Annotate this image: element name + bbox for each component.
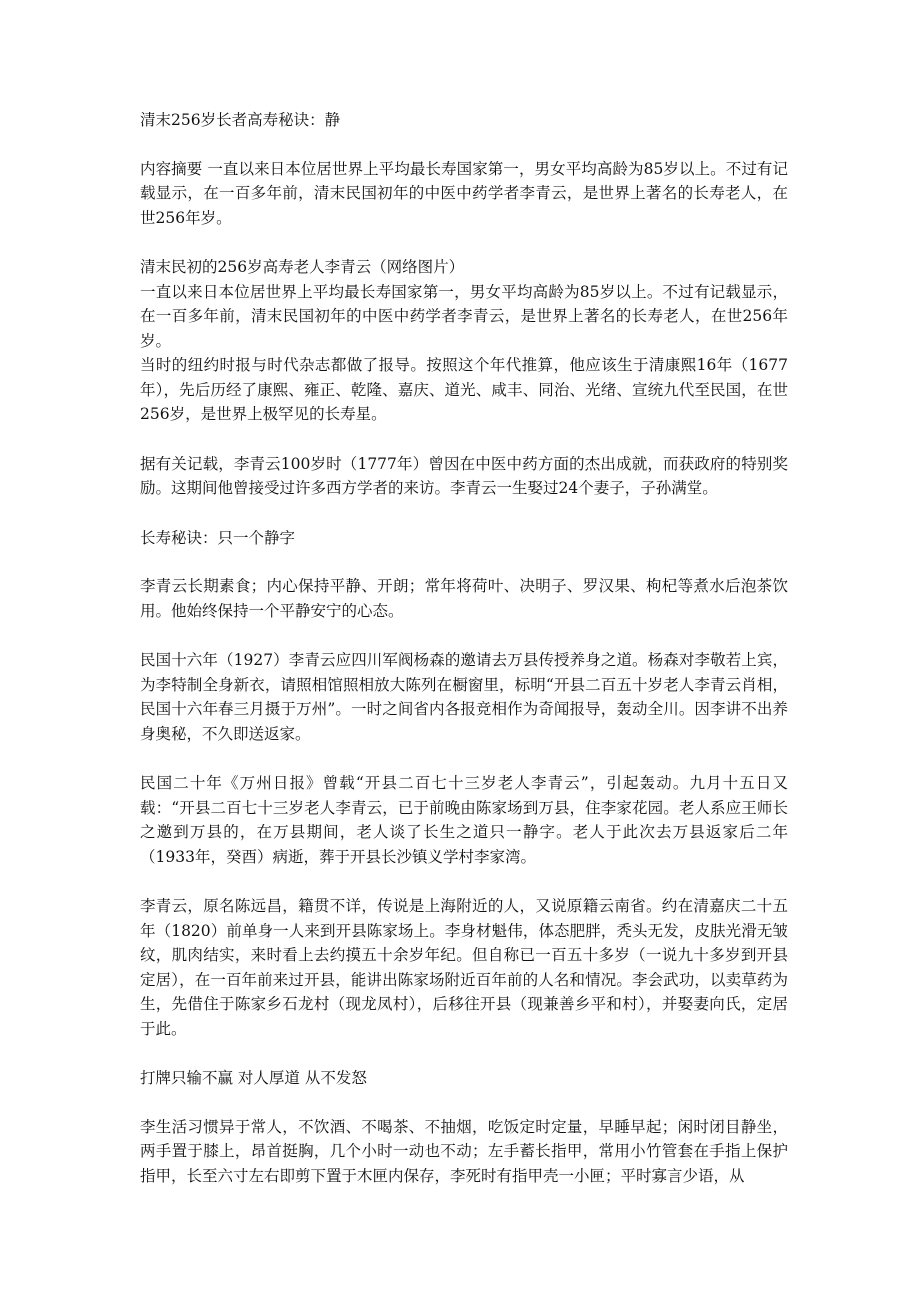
diet-paragraph: 李青云长期素食；内心保持平静、开朗；常年将荷叶、决明子、罗汉果、枸杞等煮水后泡茶饮用。他始终保持一个平静安宁的心态。	[140, 577, 788, 620]
award-paragraph: 据有关记载，李青云100岁时（1777年）曾因在中医中药方面的杰出成就，而获政府的特别奖励。这期间他曾接受过许多西方学者的来访。李青云一生娶过24个妻子，子孙满堂。	[140, 454, 788, 497]
section-heading-secret: 长寿秘诀：只一个静字	[140, 528, 296, 547]
intro-paragraph: 一直以来日本位居世界上平均最长寿国家第一，男女平均高龄为85岁以上。不过有记载显示，在一百多年前，清末民国初年的中医中药学者李青云，是世界上著名的长寿老人，在世256年岁。	[140, 282, 788, 350]
origin-paragraph: 李青云，原名陈远昌，籍贯不详，传说是上海附近的人，又说原籍云南省。约在清嘉庆二十五年（1820）前单身一人来到开县陈家场上。李身材魁伟，体态肥胖，秃头无发，皮肤光滑无皱纹，肌肉结实，来时看上去约摸五十余岁年纪。但自称已一百五十多岁（一说九十多岁到开县定居），在一百年前来过开县，能讲出陈家场附近百年前的人名和情况。李会武功，以卖草药为生，先借住于陈家乡石龙村（现龙凤村），后移往开县（现兼善乡平和村），并娶妻向氏，定居于此。	[140, 897, 788, 1038]
document-title: 清末256岁长者高寿秘诀：静	[140, 111, 341, 129]
abstract-paragraph: 内容摘要 一直以来日本位居世界上平均最长寿国家第一，男女平均高龄为85岁以上。不过有记载显示，在一百多年前，清末民国初年的中医中药学者李青云，是世界上著名的长寿老人，在世256年岁。	[140, 159, 788, 227]
year-1931-paragraph: 民国二十年《万州日报》曾载“开县二百七十三岁老人李青云”，引起轰动。九月十五日又载：“开县二百七十三岁老人李青云，已于前晚由陈家场到万县，住李家花园。老人系应王师长之邀到万县的，在万县期间，老人谈了长生之道只一静字。老人于此次去万县返家后二年（1933年，癸酉）病逝，葬于开县长沙镇义学村李家湾。	[140, 774, 788, 866]
image-caption: 清末民初的256岁高寿老人李青云（网络图片）	[140, 258, 465, 276]
year-1927-paragraph: 民国十六年（1927）李青云应四川军阀杨森的邀请去万县传授养身之道。杨森对李敬若上宾，为李特制全身新衣，请照相馆照相放大陈列在橱窗里，标明“开县二百五十岁老人李青云肖相，民国十六年春三月摄于万州”。一时之间省内各报竞相作为奇闻报导，轰动全川。因李讲不出养身奥秘，不久即送返家。	[140, 651, 788, 743]
habits-paragraph: 李生活习惯异于常人，不饮酒、不喝茶、不抽烟，吃饭定时定量，早睡早起；闲时闭目静坐，两手置于膝上，昂首挺胸，几个小时一动也不动；左手蓄长指甲，常用小竹管套在手指上保护指甲，长至六寸左右即剪下置于木匣内保存，李死时有指甲壳一小匣；平时寡言少语，从	[140, 1117, 788, 1185]
document-page	[140, 108, 788, 1188]
reports-paragraph: 当时的纽约时报与时代杂志都做了报导。按照这个年代推算，他应该生于清康熙16年（1677年），先后历经了康熙、雍正、乾隆、嘉庆、道光、咸丰、同治、光绪、宣统九代至民国，在世256岁，是世界上极罕见的长寿星。	[140, 356, 788, 423]
section-heading-cards: 打牌只输不赢 对人厚道 从不发怒	[140, 1069, 367, 1087]
